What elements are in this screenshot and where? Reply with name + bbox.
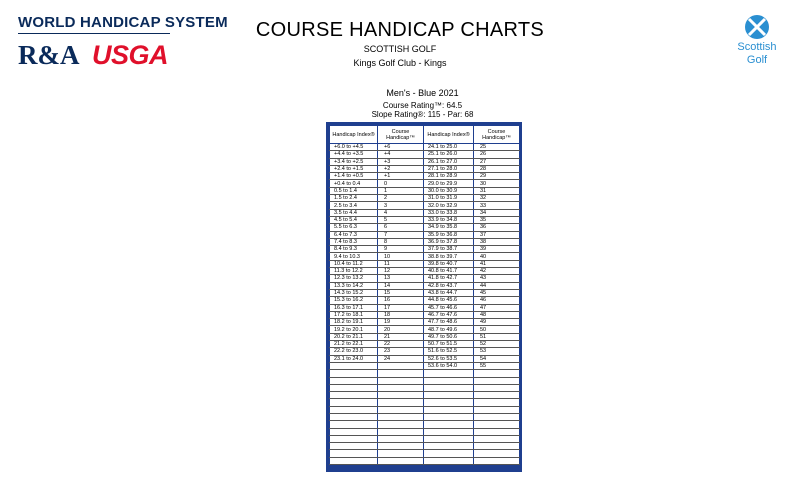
course-handicap-cell	[474, 443, 520, 450]
handicap-index-cell: 19.2 to 20.1	[330, 326, 378, 333]
handicap-index-cell: 51.6 to 52.5	[424, 348, 474, 355]
handicap-index-cell: 32.0 to 32.9	[424, 202, 474, 209]
handicap-index-cell	[330, 421, 378, 428]
handicap-index-cell	[330, 435, 378, 442]
table-row	[330, 289, 520, 296]
table-row	[330, 377, 520, 384]
course-handicap-cell: +6	[378, 144, 424, 151]
course-handicap-cell: +4	[378, 151, 424, 158]
usga-logo: USGA	[92, 40, 169, 70]
handicap-index-cell	[330, 450, 378, 457]
col-header: Course Handicap™	[378, 126, 424, 144]
handicap-index-cell: 27.1 to 28.0	[424, 165, 474, 172]
handicap-index-cell: 8.4 to 9.3	[330, 246, 378, 253]
course-handicap-cell: +1	[378, 173, 424, 180]
course-handicap-cell: 45	[474, 289, 520, 296]
handicap-index-cell: 53.6 to 54.0	[424, 362, 474, 369]
course-handicap-cell: 34	[474, 209, 520, 216]
handicap-index-cell: 39.8 to 40.7	[424, 260, 474, 267]
handicap-index-cell: 50.7 to 51.5	[424, 341, 474, 348]
course-handicap-cell: 43	[474, 275, 520, 282]
course-handicap-cell	[378, 428, 424, 435]
handicap-index-cell: 52.6 to 53.5	[424, 355, 474, 362]
course-handicap-cell	[474, 428, 520, 435]
course-handicap-cell: 28	[474, 165, 520, 172]
course-handicap-cell: 44	[474, 282, 520, 289]
handicap-index-cell: 16.3 to 17.1	[330, 304, 378, 311]
handicap-index-cell: 3.5 to 4.4	[330, 209, 378, 216]
course-handicap-cell: 33	[474, 202, 520, 209]
scottish-golf-text-1: Scottish	[737, 41, 777, 53]
course-handicap-cell	[474, 406, 520, 413]
handicap-index-cell	[424, 370, 474, 377]
course-handicap-cell: 7	[378, 231, 424, 238]
course-handicap-cell	[378, 406, 424, 413]
course-handicap-cell: 17	[378, 304, 424, 311]
handicap-index-cell: 5.5 to 6.3	[330, 224, 378, 231]
table-row	[330, 355, 520, 362]
handicap-index-cell: 22.2 to 23.0	[330, 348, 378, 355]
course-handicap-cell	[474, 435, 520, 442]
table-row	[330, 282, 520, 289]
handicap-index-cell: 44.8 to 45.6	[424, 297, 474, 304]
course-handicap-cell: 19	[378, 319, 424, 326]
table-row	[330, 370, 520, 377]
handicap-index-cell: 1.5 to 2.4	[330, 195, 378, 202]
course-handicap-cell	[474, 450, 520, 457]
handicap-index-cell: 7.4 to 8.3	[330, 238, 378, 245]
course-handicap-cell	[378, 413, 424, 420]
table-row	[330, 392, 520, 399]
table-row	[330, 231, 520, 238]
slope-rating: Slope Rating®: 115 - Par: 68	[371, 110, 474, 119]
course-handicap-cell: 3	[378, 202, 424, 209]
handicap-index-cell	[424, 435, 474, 442]
course-handicap-cell: 20	[378, 326, 424, 333]
course-handicap-cell: 37	[474, 231, 520, 238]
course-handicap-cell	[474, 413, 520, 420]
course-handicap-cell: 41	[474, 260, 520, 267]
course-handicap-cell	[378, 384, 424, 391]
table-row	[330, 443, 520, 450]
course-handicap-cell: 46	[474, 297, 520, 304]
table-row	[330, 348, 520, 355]
course-handicap-cell	[474, 384, 520, 391]
course-handicap-cell: 30	[474, 180, 520, 187]
handicap-index-cell	[424, 457, 474, 464]
course-handicap-cell: 16	[378, 297, 424, 304]
course-handicap-cell	[378, 370, 424, 377]
col-header: Handicap Index®	[424, 126, 474, 144]
course-handicap-cell: 10	[378, 253, 424, 260]
handicap-index-cell: 14.3 to 15.2	[330, 289, 378, 296]
course-handicap-cell	[378, 443, 424, 450]
course-handicap-cell: 49	[474, 319, 520, 326]
course-handicap-cell	[474, 377, 520, 384]
handicap-index-cell: 46.7 to 47.6	[424, 311, 474, 318]
handicap-index-cell: +2.4 to +1.5	[330, 165, 378, 172]
handicap-index-cell: 36.9 to 37.8	[424, 238, 474, 245]
handicap-index-cell: 40.8 to 41.7	[424, 268, 474, 275]
handicap-index-cell: 20.2 to 21.1	[330, 333, 378, 340]
course-handicap-cell: 38	[474, 238, 520, 245]
course-handicap-cell: 2	[378, 195, 424, 202]
course-handicap-cell: 15	[378, 289, 424, 296]
table-row	[330, 202, 520, 209]
handicap-index-cell: +0.4 to 0.4	[330, 180, 378, 187]
handicap-index-cell	[330, 392, 378, 399]
handicap-index-cell	[424, 399, 474, 406]
course-handicap-cell	[474, 392, 520, 399]
handicap-index-cell: 24.1 to 25.0	[424, 144, 474, 151]
table-row	[330, 238, 520, 245]
organisation-name: SCOTTISH GOLF	[363, 44, 437, 54]
handicap-index-cell: 13.3 to 14.2	[330, 282, 378, 289]
handicap-index-cell	[424, 450, 474, 457]
course-handicap-cell: 27	[474, 158, 520, 165]
whs-logo: WORLD HANDICAP SYSTEM	[18, 14, 228, 31]
handicap-table-frame	[326, 122, 522, 472]
table-row	[330, 413, 520, 420]
course-handicap-cell: 32	[474, 195, 520, 202]
handicap-index-cell: +1.4 to +0.5	[330, 173, 378, 180]
table-row	[330, 246, 520, 253]
handicap-index-cell: +4.4 to +3.5	[330, 151, 378, 158]
handicap-index-cell: 23.1 to 24.0	[330, 355, 378, 362]
handicap-index-cell: 6.4 to 7.3	[330, 231, 378, 238]
table-row	[330, 384, 520, 391]
handicap-index-cell: 9.4 to 10.3	[330, 253, 378, 260]
course-handicap-cell: 14	[378, 282, 424, 289]
handicap-index-cell: 25.1 to 26.0	[424, 151, 474, 158]
handicap-index-cell	[330, 406, 378, 413]
handicap-index-cell: 35.9 to 36.8	[424, 231, 474, 238]
course-handicap-cell	[378, 457, 424, 464]
course-handicap-cell	[474, 399, 520, 406]
course-handicap-cell: 0	[378, 180, 424, 187]
course-handicap-cell: +3	[378, 158, 424, 165]
handicap-table	[329, 125, 520, 465]
table-header-row	[330, 126, 520, 144]
handicap-index-cell: 21.2 to 22.1	[330, 341, 378, 348]
course-handicap-cell: 55	[474, 362, 520, 369]
course-handicap-cell	[378, 450, 424, 457]
table-row	[330, 209, 520, 216]
course-handicap-cell: 26	[474, 151, 520, 158]
course-handicap-cell: 29	[474, 173, 520, 180]
table-row	[330, 144, 520, 151]
handicap-index-cell: 38.8 to 39.7	[424, 253, 474, 260]
table-row	[330, 180, 520, 187]
handicap-index-cell: 43.8 to 44.7	[424, 289, 474, 296]
table-row	[330, 421, 520, 428]
handicap-index-cell: +3.4 to +2.5	[330, 158, 378, 165]
course-handicap-cell	[378, 399, 424, 406]
col-header: Handicap Index®	[330, 126, 378, 144]
course-handicap-cell: 9	[378, 246, 424, 253]
handicap-index-cell: 18.2 to 19.1	[330, 319, 378, 326]
handicap-index-cell	[424, 413, 474, 420]
course-handicap-cell: 53	[474, 348, 520, 355]
table-row	[330, 165, 520, 172]
handicap-index-cell	[330, 457, 378, 464]
handicap-index-cell: 30.0 to 30.9	[424, 187, 474, 194]
handicap-index-cell: 49.7 to 50.6	[424, 333, 474, 340]
handicap-index-cell	[330, 413, 378, 420]
course-handicap-cell: 42	[474, 268, 520, 275]
course-handicap-cell: +2	[378, 165, 424, 172]
table-row	[330, 399, 520, 406]
course-handicap-cell: 5	[378, 216, 424, 223]
course-handicap-cell: 50	[474, 326, 520, 333]
course-handicap-cell	[378, 362, 424, 369]
handicap-index-cell: 12.3 to 13.2	[330, 275, 378, 282]
course-handicap-cell	[378, 392, 424, 399]
handicap-index-cell	[330, 384, 378, 391]
course-handicap-cell: 6	[378, 224, 424, 231]
handicap-index-cell: 33.9 to 34.8	[424, 216, 474, 223]
course-handicap-cell: 51	[474, 333, 520, 340]
tee-name: Men's - Blue 2021	[386, 88, 459, 98]
handicap-index-cell: 37.9 to 38.7	[424, 246, 474, 253]
handicap-index-cell: 42.8 to 43.7	[424, 282, 474, 289]
handicap-index-cell: 28.1 to 28.9	[424, 173, 474, 180]
course-handicap-cell	[474, 457, 520, 464]
table-row	[330, 406, 520, 413]
ra-logo: R&A	[18, 40, 80, 70]
course-handicap-cell: 24	[378, 355, 424, 362]
handicap-index-cell	[330, 362, 378, 369]
handicap-index-cell: 48.7 to 49.6	[424, 326, 474, 333]
col-header: Course Handicap™	[474, 126, 520, 144]
table-row	[330, 224, 520, 231]
handicap-index-cell	[330, 370, 378, 377]
handicap-index-cell: 17.2 to 18.1	[330, 311, 378, 318]
handicap-index-cell: 47.7 to 48.6	[424, 319, 474, 326]
course-handicap-cell	[474, 370, 520, 377]
table-row	[330, 326, 520, 333]
handicap-index-cell: 2.5 to 3.4	[330, 202, 378, 209]
table-row	[330, 341, 520, 348]
handicap-index-cell: 41.8 to 42.7	[424, 275, 474, 282]
table-row	[330, 304, 520, 311]
page-title: COURSE HANDICAP CHARTS	[255, 19, 545, 41]
handicap-index-cell	[424, 428, 474, 435]
handicap-index-cell: 34.9 to 35.8	[424, 224, 474, 231]
course-handicap-cell: 21	[378, 333, 424, 340]
course-handicap-cell: 39	[474, 246, 520, 253]
handicap-index-cell: 10.4 to 11.2	[330, 260, 378, 267]
table-row	[330, 253, 520, 260]
table-row	[330, 216, 520, 223]
course-handicap-cell: 31	[474, 187, 520, 194]
handicap-index-cell: 0.5 to 1.4	[330, 187, 378, 194]
table-row	[330, 151, 520, 158]
course-handicap-cell: 8	[378, 238, 424, 245]
handicap-index-cell	[424, 443, 474, 450]
handicap-index-cell: 26.1 to 27.0	[424, 158, 474, 165]
handicap-index-cell	[330, 377, 378, 384]
course-handicap-cell	[378, 377, 424, 384]
table-row	[330, 428, 520, 435]
table-row	[330, 297, 520, 304]
course-handicap-cell: 13	[378, 275, 424, 282]
table-row	[330, 450, 520, 457]
table-row	[330, 275, 520, 282]
course-handicap-cell: 25	[474, 144, 520, 151]
course-handicap-cell: 36	[474, 224, 520, 231]
handicap-index-cell: 33.0 to 33.8	[424, 209, 474, 216]
table-row	[330, 260, 520, 267]
course-handicap-cell: 52	[474, 341, 520, 348]
course-handicap-cell: 22	[378, 341, 424, 348]
course-handicap-cell	[474, 421, 520, 428]
table-row	[330, 333, 520, 340]
handicap-index-cell	[424, 377, 474, 384]
course-handicap-cell: 11	[378, 260, 424, 267]
table-row	[330, 435, 520, 442]
handicap-index-cell: 31.0 to 31.9	[424, 195, 474, 202]
table-row	[330, 187, 520, 194]
handicap-index-cell: 29.0 to 29.9	[424, 180, 474, 187]
course-handicap-cell: 40	[474, 253, 520, 260]
handicap-index-cell	[424, 384, 474, 391]
table-row	[330, 457, 520, 464]
table-row	[330, 158, 520, 165]
handicap-index-cell	[330, 443, 378, 450]
handicap-index-cell	[424, 406, 474, 413]
scottish-golf-text-2: Golf	[746, 54, 768, 66]
course-handicap-cell: 54	[474, 355, 520, 362]
table-row	[330, 195, 520, 202]
handicap-index-cell: 11.3 to 12.2	[330, 268, 378, 275]
handicap-index-cell	[424, 392, 474, 399]
table-row	[330, 319, 520, 326]
course-handicap-cell: 35	[474, 216, 520, 223]
handicap-index-cell: +6.0 to +4.5	[330, 144, 378, 151]
handicap-index-cell	[330, 399, 378, 406]
table-row	[330, 311, 520, 318]
table-row	[330, 268, 520, 275]
table-row	[330, 362, 520, 369]
course-handicap-cell: 23	[378, 348, 424, 355]
handicap-index-cell: 4.5 to 5.4	[330, 216, 378, 223]
course-handicap-cell: 47	[474, 304, 520, 311]
club-course-name: Kings Golf Club - Kings	[353, 58, 447, 68]
course-handicap-cell	[378, 435, 424, 442]
course-handicap-cell: 12	[378, 268, 424, 275]
course-handicap-cell	[378, 421, 424, 428]
course-handicap-cell: 48	[474, 311, 520, 318]
handicap-index-cell: 15.3 to 16.2	[330, 297, 378, 304]
handicap-index-cell	[424, 421, 474, 428]
handicap-index-cell: 45.7 to 46.6	[424, 304, 474, 311]
course-rating: Course Rating™: 64.5	[382, 101, 463, 110]
course-handicap-cell: 1	[378, 187, 424, 194]
table-row	[330, 173, 520, 180]
course-handicap-cell: 18	[378, 311, 424, 318]
handicap-index-cell	[330, 428, 378, 435]
course-handicap-cell: 4	[378, 209, 424, 216]
